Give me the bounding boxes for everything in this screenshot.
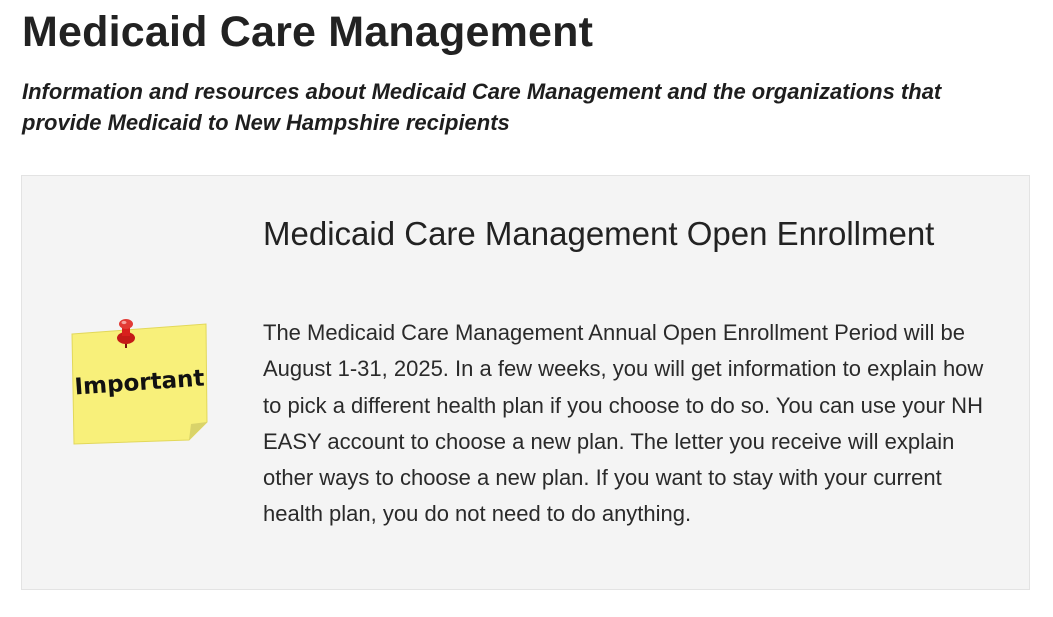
important-label: Important bbox=[73, 365, 206, 401]
open-enrollment-notice bbox=[21, 175, 1030, 590]
page-subtitle: Information and resources about Medicaid Care Management and the organizations that provide Medicaid to New Hampshire recipients bbox=[22, 79, 942, 135]
page-title: Medicaid Care Management bbox=[22, 8, 594, 56]
notice-heading: Medicaid Care Management Open Enrollment bbox=[263, 215, 935, 252]
important-sticky-note-image bbox=[70, 318, 210, 446]
sticky-note-graphic bbox=[70, 318, 210, 446]
notice-body: The Medicaid Care Management Annual Open Enrollment Period will be August 1-31, 2025. In a few weeks, you will get information to explain how to pick a different health plan if you choose to do so. You can use your NH EASY account to choose a new plan. The letter you receive will explain other ways to choose a new plan. If you want to stay with your current health plan, you do not need to do anything. bbox=[263, 320, 984, 527]
